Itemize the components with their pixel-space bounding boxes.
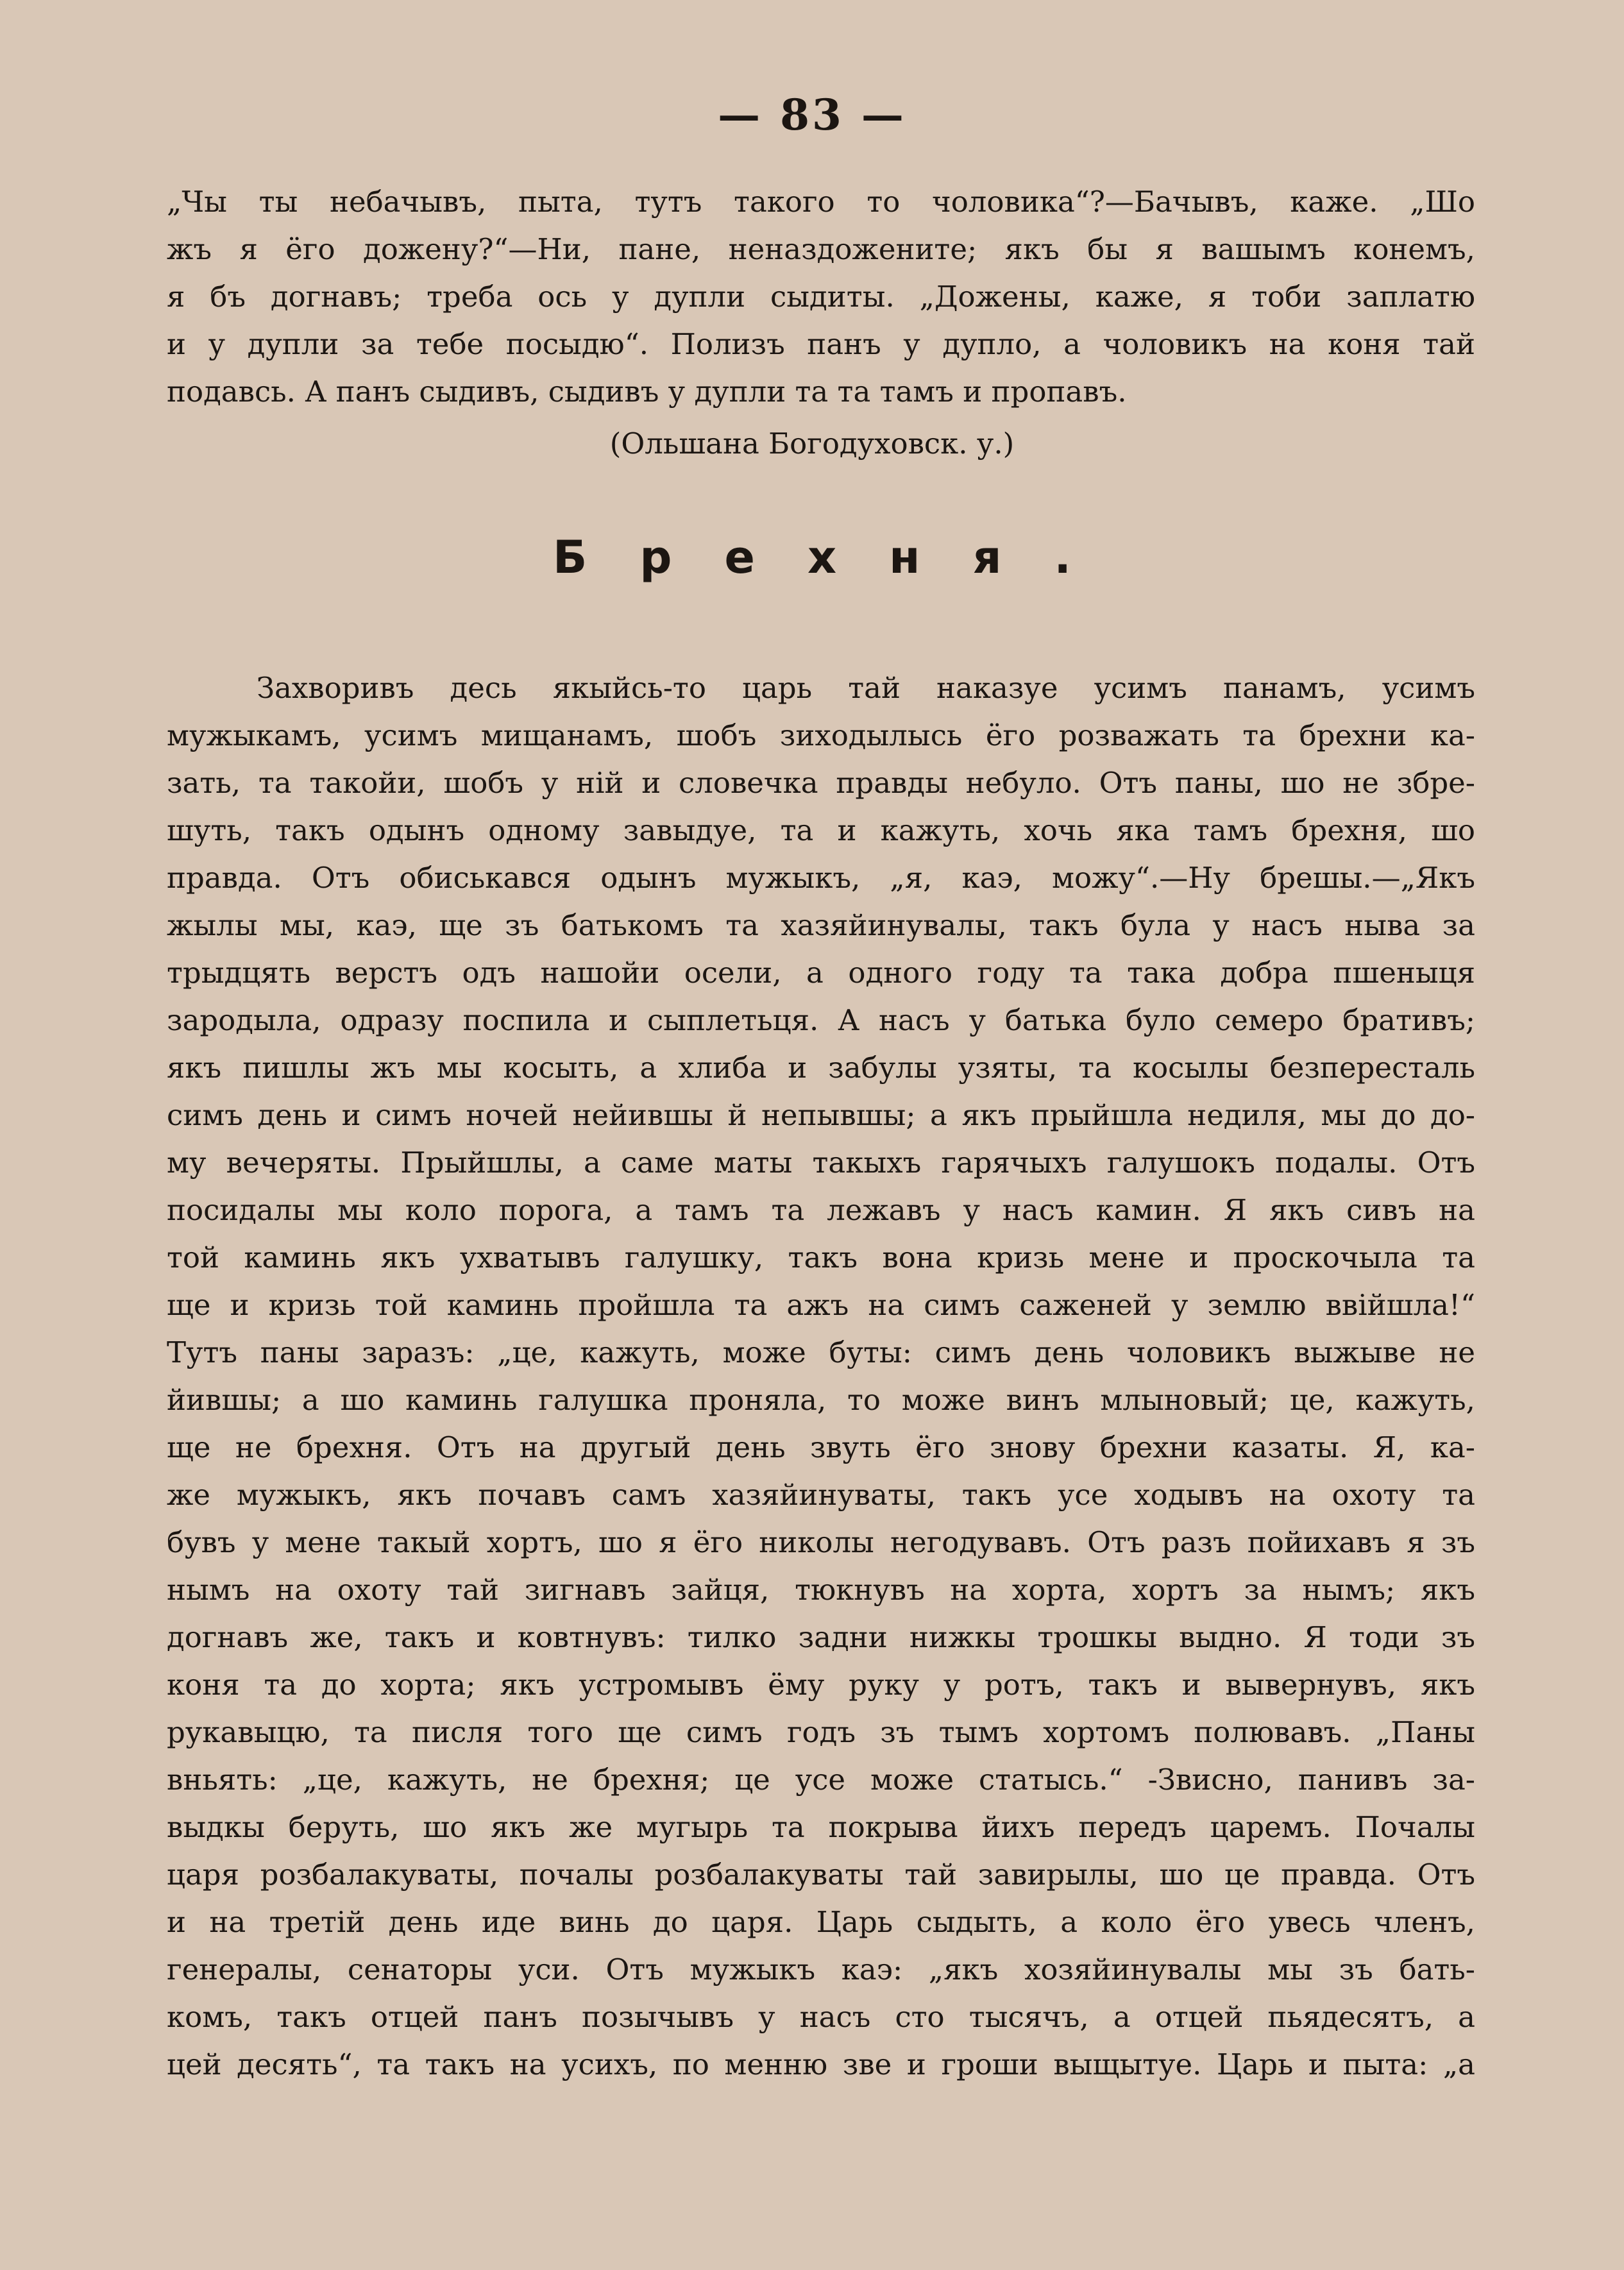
story-text-block — [167, 665, 1475, 2088]
story-line: же мужыкъ, якъ почавъ самъ хазяйинуваты, такъ усе ходывъ на охоту та — [167, 1478, 1475, 1512]
story-line: ще не брехня. Отъ на другый день звуть ёго знову брехни казаты. Я, ка- — [167, 1430, 1475, 1464]
story-line: жылы мы, каэ, ще зъ батькомъ та хазяйинувалы, такъ була у насъ ныва за — [167, 908, 1475, 942]
story-line: бувъ у мене такый хортъ, шо я ёго николы негодувавъ. Отъ разъ пойихавъ я зъ — [167, 1525, 1475, 1559]
story-line: шуть, такъ одынъ одному завыдуе, та и кажуть, хочь яка тамъ брехня, шо — [167, 813, 1475, 847]
intro-line: жъ я ёго дожену?“—Ни, пане, неназдожените; якъ бы я вашымъ конемъ, — [167, 232, 1475, 266]
source-note: (Ольшана Богодуховск. у.) — [609, 427, 1015, 461]
story-line: зародыла, одразу поспила и сыплетьця. А насъ у батька було семеро бративъ; — [167, 1003, 1475, 1037]
story-line: той каминь якъ ухватывъ галушку, такъ вона кризь мене и проскочыла та — [167, 1241, 1475, 1275]
intro-line: подавсь. А панъ сыдивъ, сыдивъ у дупли та та тамъ и пропавъ. — [167, 375, 1127, 409]
story-line: йившы; а шо каминь галушка проняла, то може винъ млыновый; це, кажуть, — [167, 1383, 1475, 1417]
story-line: Тутъ паны заразъ: „це, кажуть, може буты: симъ день чоловикъ выжыве не — [167, 1335, 1475, 1369]
story-title: Брехня. — [553, 531, 1124, 584]
story-line: царя розбалакуваты, почалы розбалакуваты тай завирылы, шо це правда. Отъ — [167, 1858, 1475, 1892]
story-line: трыдцять верстъ одъ нашойи осели, а одного году та така добра пшеныця — [167, 956, 1475, 990]
intro-line: и у дупли за тебе посыдю“. Полизъ панъ у дупло, а чоловикъ на коня тай — [167, 327, 1475, 361]
story-line: мужыкамъ, усимъ мищанамъ, шобъ зиходылысь ёго розважать та брехни ка- — [167, 718, 1475, 752]
story-line: выдкы беруть, шо якъ же мугырь та покрыва йихъ передъ царемъ. Почалы — [167, 1810, 1475, 1844]
story-line: Захворивъ десь якыйсь-то царь тай наказуе усимъ панамъ, усимъ — [257, 671, 1475, 705]
intro-text-block — [167, 178, 1475, 416]
story-line: зать, та такойи, шобъ у ній и словечка правды небуло. Отъ паны, шо не збре- — [167, 766, 1475, 800]
story-line: вньять: „це, кажуть, не брехня; це усе може статысь.“ -Звисно, панивъ за- — [167, 1763, 1475, 1797]
story-line: симъ день и симъ ночей нейившы й непывшы; а якъ прыйшла недиля, мы до до- — [167, 1098, 1475, 1132]
story-line: нымъ на охоту тай зигнавъ зайця, тюкнувъ на хорта, хортъ за нымъ; якъ — [167, 1573, 1475, 1607]
story-line: догнавъ же, такъ и ковтнувъ: тилко задни нижкы трошкы выдно. Я тоди зъ — [167, 1620, 1475, 1654]
story-line: цей десять“, та такъ на усихъ, по менню зве и гроши выщытуе. Царь и пыта: „а — [167, 2047, 1475, 2081]
story-line: комъ, такъ отцей панъ позычывъ у насъ сто тысячъ, а отцей пьядесятъ, а — [167, 2000, 1475, 2034]
intro-line: я бъ догнавъ; треба ось у дупли сыдиты. „Дожены, каже, я тоби заплатю — [167, 280, 1475, 314]
story-line: и на третій день иде винь до царя. Царь сыдыть, а коло ёго увесь членъ, — [167, 1905, 1475, 1939]
story-line: ще и кризь той каминь пройшла та ажъ на симъ саженей у землю ввійшла!“ — [167, 1288, 1475, 1322]
story-line: якъ пишлы жъ мы косыть, а хлиба и забулы узяты, та косылы безпересталь — [167, 1051, 1475, 1085]
story-line: правда. Отъ обиськався одынъ мужыкъ, „я, каэ, можу“.—Ну брешы.—„Якъ — [167, 861, 1475, 895]
story-line: генералы, сенаторы уси. Отъ мужыкъ каэ: „якъ хозяйинувалы мы зъ бать- — [167, 1952, 1475, 1986]
story-line: коня та до хорта; якъ устромывъ ёму руку у ротъ, такъ и вывернувъ, якъ — [167, 1668, 1475, 1702]
story-line: му вечеряты. Прыйшлы, а саме маты такыхъ гарячыхъ галушокъ подалы. Отъ — [167, 1146, 1475, 1180]
intro-line: „Чы ты небачывъ, пыта, тутъ такого то чоловика“?—Бачывъ, каже. „Шо — [167, 185, 1475, 219]
page-number: — 83 — — [718, 90, 906, 140]
story-line: посидалы мы коло порога, а тамъ та лежавъ у насъ камин. Я якъ сивъ на — [167, 1193, 1475, 1227]
story-line: рукавыцю, та писля того ще симъ годъ зъ тымъ хортомъ полювавъ. „Паны — [167, 1715, 1475, 1749]
